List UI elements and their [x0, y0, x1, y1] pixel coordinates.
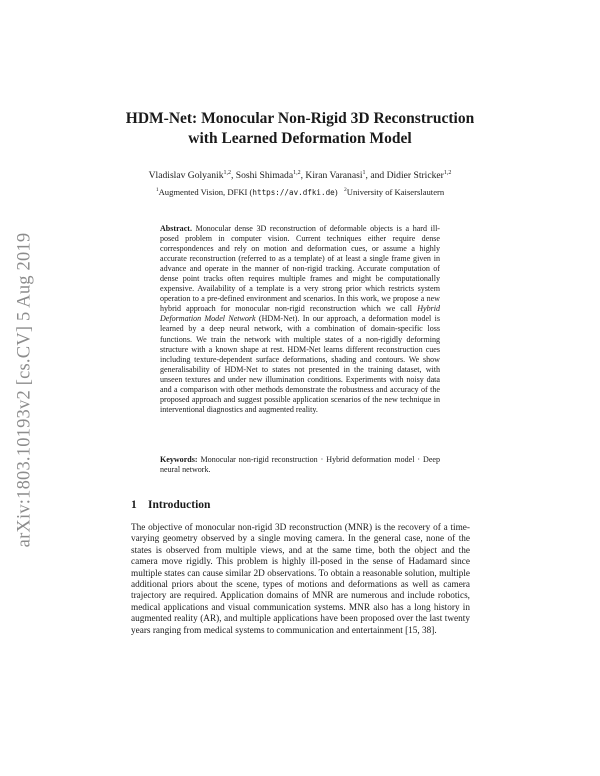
affiliation-text: Augmented Vision, DFKI (: [158, 186, 253, 197]
arxiv-identifier-stamp: [8, 210, 42, 570]
section-number: 1: [131, 499, 137, 511]
author-name: Soshi Shimada: [235, 170, 294, 182]
author-name: Vladislav Golyanik: [148, 170, 224, 182]
author-affiliation-mark: 1,2: [293, 170, 301, 176]
affiliation-text: University of Kaiserslautern: [346, 186, 445, 197]
section-body-text: The objective of monocular non-rigid 3D reconstruction (MNR) is the recovery of a time-varying geometry observed by a single moving camera. In the general case, none of the states is observed from multiple views, and at the same time, both the object and the camera move rigidly. This problem is highly ill-posed in the sense of Hadamard since multiple states can cause similar 2D observations. To obtain a reasonable solution, multiple additional priors about the scene, types of motions and deformations as well as camera trajectory are required. Application domains of MNR are numerous and include robotics, medical applications and visual communication systems. MNR also has a long history in augmented reality (AR), and multiple applications have been proposed over the last twenty years ranging from medical systems to communication and entertainment [15, 38].: [131, 523, 470, 636]
section-title: Introduction: [148, 499, 211, 511]
author-name: Kiran Varanasi: [305, 170, 363, 182]
paper-title-line-2: with Learned Deformation Model: [188, 130, 412, 147]
keywords-text: Monocular non-rigid reconstruction · Hybrid deformation model · Deep neural network.: [160, 455, 440, 475]
affiliation-mark: 1: [155, 187, 159, 193]
author-affiliation-mark: 1: [362, 170, 366, 176]
abstract: [160, 224, 440, 415]
abstract-label: Abstract.: [160, 224, 192, 233]
author-list: Vladislav Golyanik$^{1,2}$, Soshi Shimada$^{1,2}$, Kiran Varanasi$^1$, and Didier Stricker$^{1,2}$: [148, 170, 452, 182]
paper-title-line-1: HDM-Net: Monocular Non-Rigid 3D Reconstruction: [125, 110, 475, 127]
abstract-text: Monocular dense 3D reconstruction of deformable objects is a hard ill-posed problem in computer vision. Current techniques either require dense correspondences and rely on motion and deformation cues, or assume a highly accurate reconstruction (referred to as a template) of at least a single frame given in advance and operate in the manner of non-rigid tracking. Accurate computation of dense point tracks often requires multiple frames and might be computationally expensive. Availability of a template is a very strong prior which restricts system operation to a pre-defined environment and scenarios. In this work, we propose a new hybrid approach for monocular non-rigid reconstruction which we call: [160, 224, 440, 314]
author-affiliation-mark: 1,2: [223, 170, 231, 176]
arxiv-identifier-text: arXiv:1803.10193v2 [cs.CV] 5 Aug 2019: [14, 232, 35, 548]
section-heading: [131, 499, 210, 511]
keywords-label: Keywords:: [160, 455, 198, 464]
affiliation-text-close: ): [334, 186, 338, 197]
affiliations: [0, 185, 600, 198]
affiliation-url-link[interactable]: https://av.dfki.de: [252, 187, 335, 197]
paper-title: [0, 109, 600, 149]
author-affiliation-mark: 1,2: [443, 170, 452, 176]
author-name: Didier Stricker: [386, 170, 444, 182]
abstract-emphasis: Hybrid Deformation Model Network: [160, 304, 440, 324]
keywords: [160, 455, 440, 475]
affiliation-mark: 2: [344, 187, 347, 193]
abstract-text: (HDM-Net). In our approach, a deformation model is learned by a deep neural network, with a combination of domain-specific loss functions. We train the network with multiple states of a non-rigidly deforming structure with a known shape at rest. HDM-Net learns different reconstruction cues including texture-dependent surface deformations, shading and contours. We show generalisability of HDM-Net to states not presented in the training dataset, with unseen textures and under new illumination conditions. Experiments with noisy data and a comparison with other methods demonstrate the robustness and accuracy of the proposed approach and suggest possible application scenarios of the new technique in interventional diagnostics and augmented reality.: [160, 314, 440, 414]
